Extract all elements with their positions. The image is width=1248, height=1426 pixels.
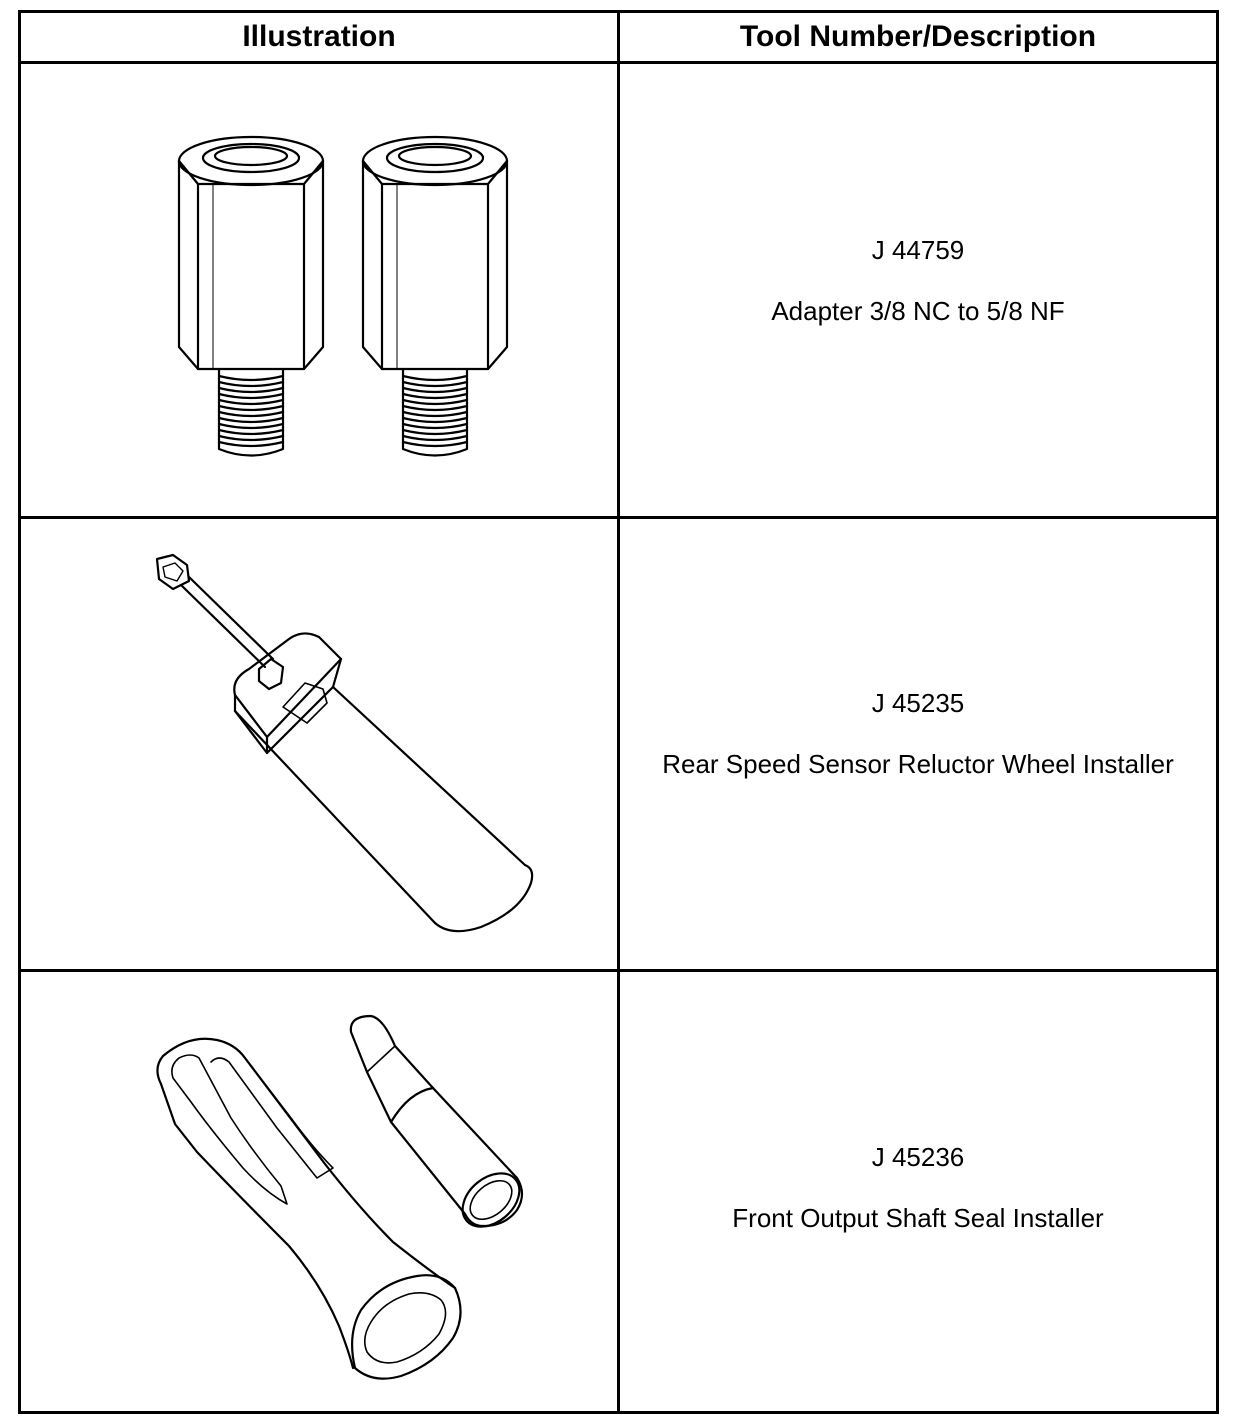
seal-installer-illustration [21, 972, 617, 1417]
row-1-text [620, 235, 1216, 327]
tool-description-3: Front Output Shaft Seal Installer [732, 1203, 1104, 1233]
tool-number-1: J 44759 [871, 235, 965, 265]
hex-adapter-pair-illustration [21, 64, 617, 516]
reluctor-wheel-installer-illustration [21, 519, 617, 969]
tool-table [18, 10, 1219, 1414]
tool-number-3: J 45236 [871, 1142, 965, 1172]
row-2-text [620, 688, 1216, 780]
tool-description-1: Adapter 3/8 NC to 5/8 NF [771, 296, 1065, 326]
tool-description-2: Rear Speed Sensor Reluctor Wheel Installer [662, 749, 1174, 779]
tool-number-2: J 45235 [871, 688, 965, 718]
row-3-text [620, 1142, 1216, 1234]
illustration-header: Illustration [242, 20, 396, 53]
tool-number-header: Tool Number/Description [739, 20, 1097, 53]
